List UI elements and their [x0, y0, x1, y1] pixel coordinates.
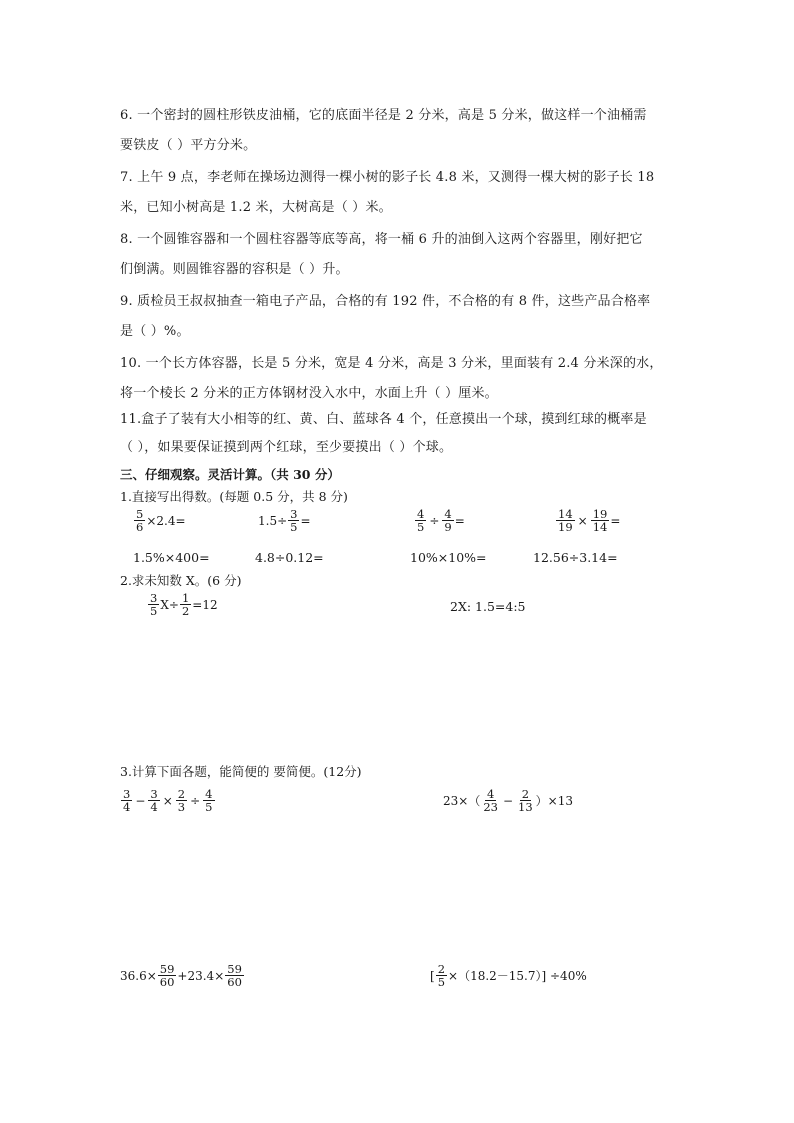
q9-line2: 是（ ）%。: [120, 324, 190, 339]
q7-line1: 7. 上午 9 点，李老师在操场边测得一棵小树的影子长 4.8 米，又测得一棵大树的影子长 18: [120, 170, 655, 185]
calc-row2-1: 1.5%×400=: [133, 550, 210, 565]
q10-line1: 10. 一个长方体容器，长是 5 分米，宽是 4 分米，高是 3 分米，里面装有 2.4 分米深的水，: [120, 356, 663, 371]
fraction: $\frac{3}{4}$: [150, 787, 158, 815]
q9-line1: 9. 质检员王叔叔抽查一箱电子产品，合格的有 192 件，不合格的有 8 件，这些产品合格率: [120, 294, 651, 309]
fraction: $\frac{4}{5}$: [205, 787, 213, 815]
expr-text: ×（18.2－15.7）] ÷40%: [448, 969, 587, 984]
calc-5-6-times-2-4: [133, 508, 186, 533]
fraction: $\frac{3}{5}$: [150, 591, 158, 619]
q8-line1: 8. 一个圆锥容器和一个圆柱容器等底等高，将一桶 6 升的油倒入这两个容器里，刚好把它: [120, 232, 643, 247]
expr-text: =: [454, 513, 465, 528]
fraction: $\frac{5}{6}$: [136, 507, 144, 535]
part1-title: 1.直接写出得数。(每题 0.5 分，共 8 分): [120, 489, 348, 504]
equation-left: $\frac{3}{5}$ X÷ $\frac{1}{2}$ =12: [150, 591, 218, 619]
fraction: $\frac{2}{3}$: [177, 787, 186, 815]
fraction: $\frac{2}{5}$: [437, 962, 446, 990]
expr-text: 1.5÷: [258, 513, 288, 528]
q10-line2: 将一个棱长 2 分米的正方体钢材没入水中，水面上升（ ）厘米。: [120, 386, 498, 401]
q6-line2: 要铁皮（ ）平方分米。: [120, 138, 257, 153]
q11-line1: 11.盒子了装有大小相等的红、黄、白、蓝球各 4 个，任意摸出一个球，摸到红球的概率是: [120, 412, 647, 427]
fraction: $\frac{4}{9}$: [444, 507, 452, 535]
q7-line2: 米，已知小树高是 1.2 米，大树高是（ ）米。: [120, 200, 392, 215]
expr-text: +23.4×: [177, 968, 225, 983]
part3-title: 3.计算下面各题，能简便的 要简便。(12分): [120, 764, 362, 779]
section-title: 三、仔细观察。灵活计算。（共 30 分）: [120, 467, 340, 482]
fraction: $\frac{1}{2}$: [181, 591, 190, 619]
fraction: $\frac{2}{13}$: [518, 787, 533, 815]
fraction: $\frac{3}{4}$: [123, 787, 131, 815]
calc-1-5-div-3-5: [258, 508, 311, 533]
calc-14-19-times-19-14: $\frac{14}{19}$ × $\frac{19}{14}$ =: [558, 507, 621, 535]
calc-row2-3: 10%×10%=: [410, 550, 487, 565]
equation-right: 2X: 1.5=4:5: [450, 599, 526, 614]
calc-23-times: 23×（ $\frac{4}{23}$ − $\frac{2}{13}$ ）×13: [443, 787, 573, 815]
q6-line1: 6. 一个密封的圆柱形铁皮油桶，它的底面半径是 2 分米，高是 5 分米，做这样一个油桶需: [120, 108, 647, 123]
fraction: $\frac{19}{14}$: [592, 507, 608, 535]
expr-text: =: [300, 513, 311, 528]
expr-text: ×2.4=: [146, 513, 186, 528]
expr-text: 36.6×: [120, 968, 157, 983]
fraction: $\frac{59}{60}$: [159, 962, 175, 990]
fraction: $\frac{59}{60}$: [227, 962, 242, 990]
expr-text: 23×（: [443, 794, 481, 809]
fraction: $\frac{14}{19}$: [558, 507, 573, 535]
calc-bracket-2-5: [430, 963, 587, 988]
calc-3-4-minus: $\frac{3}{4}$ − $\frac{3}{4}$ × $\frac{2}{3}$ ÷ $\frac{4}{5}$: [123, 787, 213, 815]
calc-4-5-div-4-9: $\frac{4}{5}$ ÷ $\frac{4}{9}$ =: [417, 507, 465, 535]
calc-row2-4: 12.56÷3.14=: [533, 550, 618, 565]
calc-row2-2: 4.8÷0.12=: [255, 550, 324, 565]
expr-text: =: [610, 513, 621, 528]
q11-line2: （ ），如果要保证摸到两个红球，至少要摸出（ ）个球。: [120, 440, 453, 455]
calc-36-6-times: [120, 963, 245, 988]
expr-text: =12: [192, 597, 218, 612]
part2-title: 2.求未知数 X。(6 分): [120, 573, 242, 588]
fraction: $\frac{4}{23}$: [483, 787, 498, 815]
fraction: $\frac{4}{5}$: [417, 507, 425, 535]
expr-text: [: [430, 968, 435, 983]
fraction: $\frac{3}{5}$: [290, 507, 298, 535]
expr-text: ）×13: [535, 794, 573, 809]
q8-line2: 们倒满。则圆锥容器的容积是（ ）升。: [120, 262, 349, 277]
